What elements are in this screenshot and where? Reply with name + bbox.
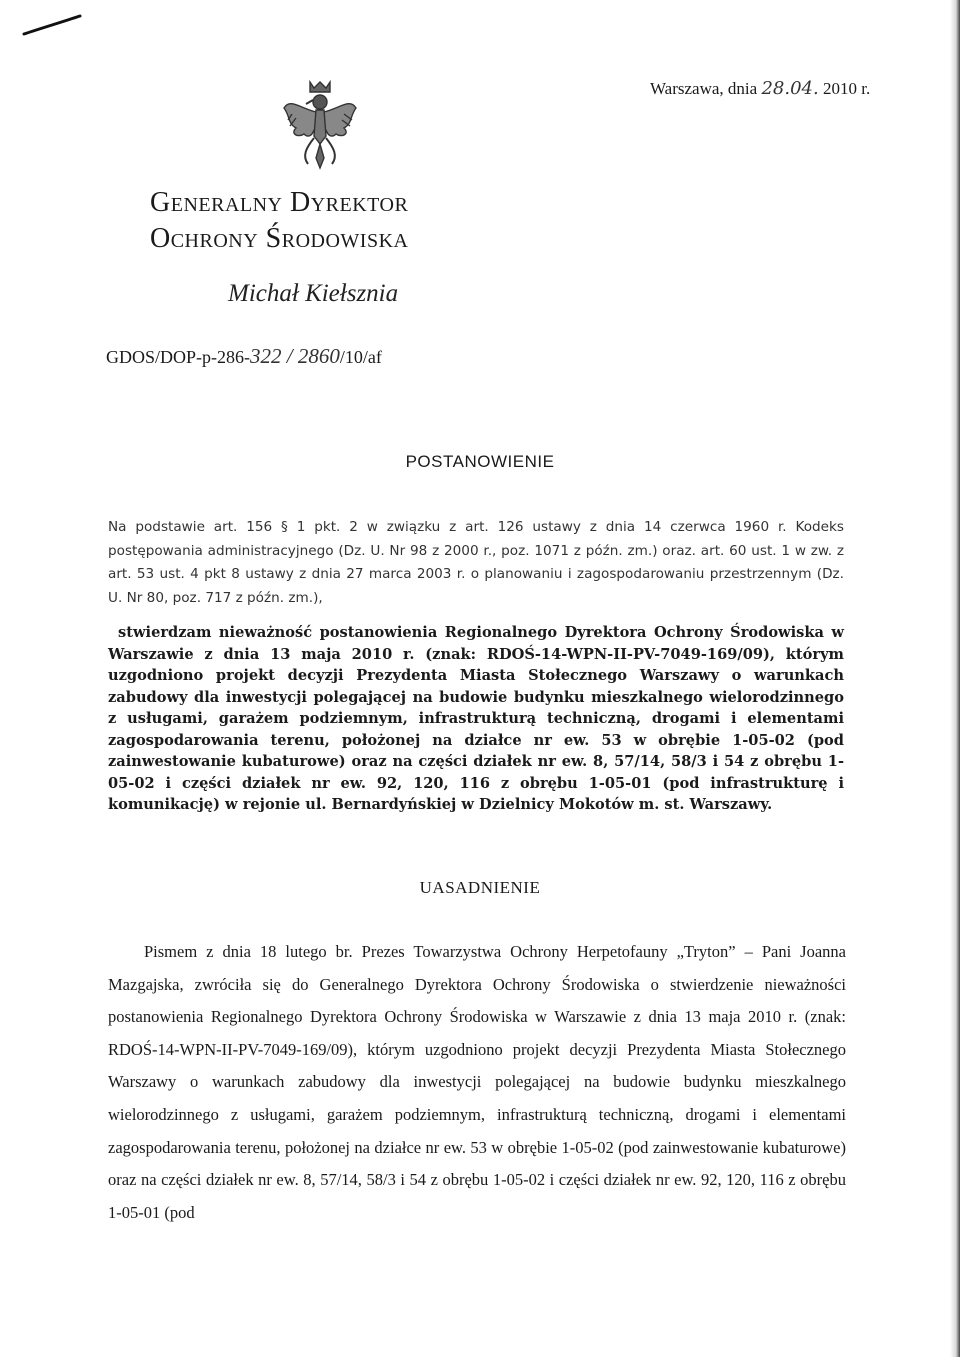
- scan-edge-shadow: [950, 0, 960, 1357]
- case-number-prefix: GDOS/DOP-p-286-: [106, 347, 250, 367]
- polish-eagle-emblem-icon: [280, 78, 360, 170]
- date-suffix: 2010 r.: [822, 79, 871, 98]
- reasons-text: Pismem z dnia 18 lutego br. Prezes Towarzystwa Ochrony Herpetofauny „Tryton” – Pani Joanna Mazgajska, zwróciła się do Generalnego Dyrektora Ochrony Środowiska o stwierdzenie nieważności postanowienia Regionalnego Dyrektora Ochrony Środowiska w Warszawie z dnia 13 maja 2010 r. (znak: RDOŚ-14-WPN-II-PV-7049-169/09), którym uzgodniono projekt decyzji Prezydenta Miasta Stołecznego Warszawy o warunkach zabudowy dla inwestycji polegającej na budowie budynku mieszkalnego wielorodzinnego z usługami, garażem podziemnym, infrastrukturą techniczną, drogami i elementami zagospodarowania terenu, położonej na działce nr ew. 53 w obrębie 1-05-02 (pod zainwestowanie kubaturowe) oraz na części działek nr ew. 8, 57/14, 58/3 i 54 z obrębu 1-05-02 i części działek nr ew. 92, 120, 116 z obrębu 1-05-01 (pod: [108, 942, 846, 1222]
- date-prefix: Warszawa, dnia: [650, 79, 758, 98]
- case-number-handwritten: 322 / 2860: [250, 344, 340, 368]
- document-title: POSTANOWIENIE: [405, 452, 555, 471]
- case-number: [106, 344, 382, 369]
- issuing-authority: [150, 185, 408, 257]
- case-number-suffix: /10/af: [339, 347, 382, 367]
- reasons-title: UASADNIENIE: [419, 878, 541, 897]
- authority-line-1: Generalny Dyrektor: [150, 187, 409, 218]
- reasons-paragraph: [108, 936, 846, 1229]
- legal-basis-paragraph: Na podstawie art. 156 § 1 pkt. 2 w związku z art. 126 ustawy z dnia 14 czerwca 1960 r. Kodeks postępowania administracyjnego (Dz. U. Nr 98 z 2000 r., poz. 1071 z późn. zm.) oraz. art. 60 ust. 1 w zw. z art. 53 ust. 4 pkt 8 ustawy z dnia 27 marca 2003 r. o planowaniu i zagospodarowaniu przestrzennym (Dz. U. Nr 80, poz. 717 z późn. zm.),: [108, 519, 844, 606]
- authority-line-2: Ochrony Środowiska: [150, 223, 409, 254]
- document-date: [650, 78, 870, 99]
- decision-paragraph: [108, 622, 844, 816]
- authority-person: Michał Kiełsznia: [228, 280, 399, 307]
- date-handwritten: 28.04.: [761, 78, 819, 99]
- scan-mark: [22, 14, 82, 38]
- decision-text: stwierdzam nieważność postanowienia Regionalnego Dyrektora Ochrony Środowiska w Warszawie z dnia 13 maja 2010 r. (znak: RDOŚ-14-WPN-II-PV-7049-169/09), którym uzgodniono projekt decyzji Prezydenta Miasta Stołecznego Warszawy o warunkach zabudowy dla inwestycji polegającej na budowie budynku mieszkalnego wielorodzinnego z usługami, garażem podziemnym, infrastrukturą techniczną, drogami i elementami zagospodarowania terenu, położonej na działce nr ew. 53 w obrębie 1-05-02 (pod zainwestowanie kubaturowe) oraz na części działek nr ew. 8, 57/14, 58/3 i 54 z obrębu 1-05-02 i części działek nr ew. 92, 120, 116 z obrębu 1-05-01 (pod infrastrukturę i komunikację) w rejonie ul. Bernardyńskiej w Dzielnicy Mokotów m. st. Warszawy.: [108, 624, 844, 813]
